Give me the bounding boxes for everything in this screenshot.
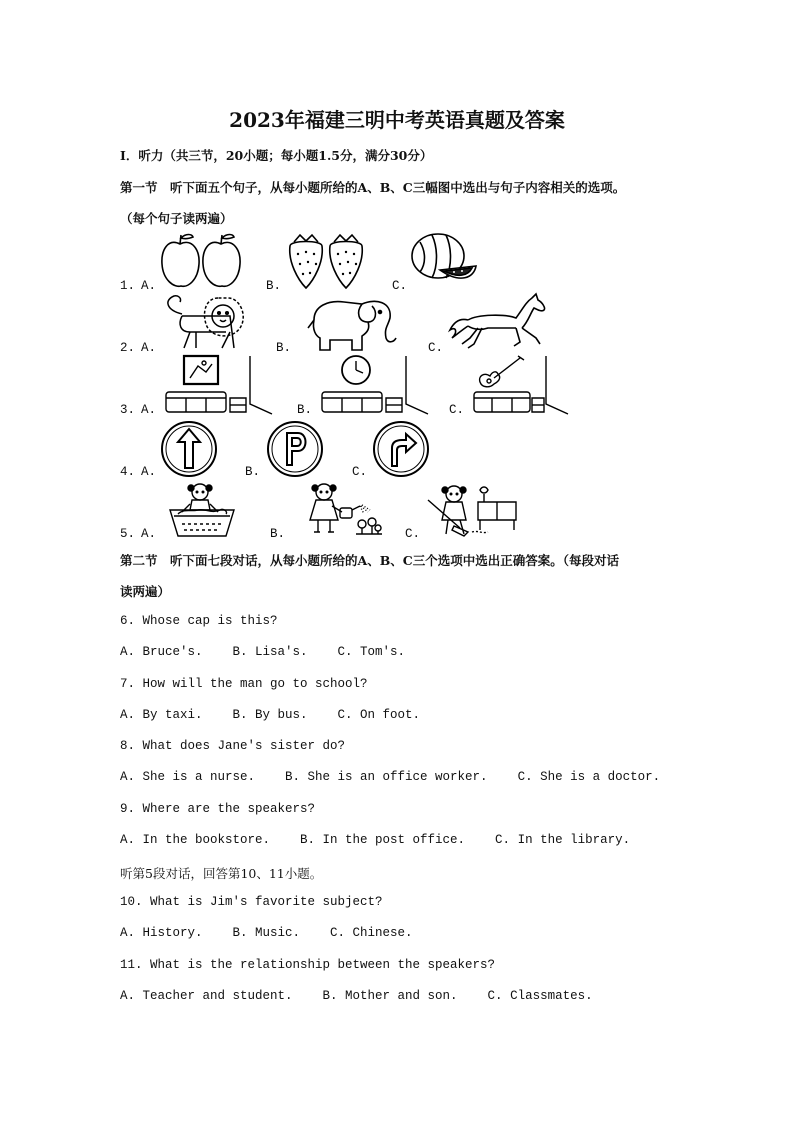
q9-question: 9. Where are the speakers? [120, 802, 316, 816]
elephant-picture [304, 292, 400, 354]
watermelon-picture [410, 232, 480, 284]
picture-over-sofa [160, 354, 272, 416]
q4-option-a: A. [141, 465, 157, 479]
horse-picture [448, 292, 550, 350]
q3-number: 3. [120, 403, 136, 417]
page-title: 2023年福建三明中考英语真题及答案 [229, 108, 565, 132]
q2-option-a: A. [141, 341, 157, 355]
q7-options: A. By taxi. B. By bus. C. On foot. [120, 708, 421, 722]
q3-option-c: C. [449, 403, 465, 417]
dialogue5-note: 听第5段对话，回答第10、11小题。 [120, 866, 323, 881]
q3-option-b: B. [297, 403, 313, 417]
q1-option-b: B. [266, 279, 282, 293]
girl-washing-clothes [162, 480, 242, 538]
go-straight-sign [160, 420, 218, 478]
part2-instruction-note: 读两遍） [120, 584, 171, 599]
listening-section-heading: Ⅰ．听力（共三节，20小题；每小题1.5分，满分30分） [120, 148, 433, 163]
turn-right-sign [372, 420, 430, 478]
q5-option-b: B. [270, 527, 286, 541]
q8-options: A. She is a nurse. B. She is an office worker. C. She is a doctor. [120, 770, 661, 784]
q5-option-a: A. [141, 527, 157, 541]
girl-sweeping-floor [424, 480, 518, 538]
q5-number: 5. [120, 527, 136, 541]
parking-sign [266, 420, 324, 478]
strawberries-picture [286, 232, 368, 290]
q2-number: 2. [120, 341, 136, 355]
q1-option-a: A. [141, 279, 157, 293]
q11-options: A. Teacher and student. B. Mother and son. C. Classmates. [120, 989, 593, 1003]
q6-question: 6. Whose cap is this? [120, 614, 278, 628]
part2-instruction: 第二节 听下面七段对话，从每小题所给的A、B、C三个选项中选出正确答案。（每段对话 [120, 553, 619, 568]
apples-picture [160, 232, 242, 290]
q3-option-a: A. [141, 403, 157, 417]
q2-option-c: C. [428, 341, 444, 355]
q1-option-c: C. [392, 279, 408, 293]
q7-question: 7. How will the man go to school? [120, 677, 368, 691]
q1-number: 1. [120, 279, 136, 293]
q2-option-b: B. [276, 341, 292, 355]
q6-options: A. Bruce's. B. Lisa's. C. Tom's. [120, 645, 406, 659]
q4-option-b: B. [245, 465, 261, 479]
q9-options: A. In the bookstore. B. In the post office. C. In the library. [120, 833, 631, 847]
q5-option-c: C. [405, 527, 421, 541]
guitar-over-sofa [468, 354, 580, 416]
q10-options: A. History. B. Music. C. Chinese. [120, 926, 413, 940]
part1-instruction: 第一节 听下面五个句子，从每小题所给的A、B、C三幅图中选出与句子内容相关的选项。 [120, 180, 626, 195]
q11-question: 11. What is the relationship between the speakers? [120, 958, 496, 972]
q10-question: 10. What is Jim's favorite subject? [120, 895, 383, 909]
part1-instruction-note: （每个句子读两遍） [120, 211, 233, 226]
q8-question: 8. What does Jane's sister do? [120, 739, 346, 753]
q4-number: 4. [120, 465, 136, 479]
clock-over-sofa [316, 354, 428, 416]
girl-watering-flowers [290, 480, 384, 538]
lion-picture [160, 292, 252, 352]
q4-option-c: C. [352, 465, 368, 479]
